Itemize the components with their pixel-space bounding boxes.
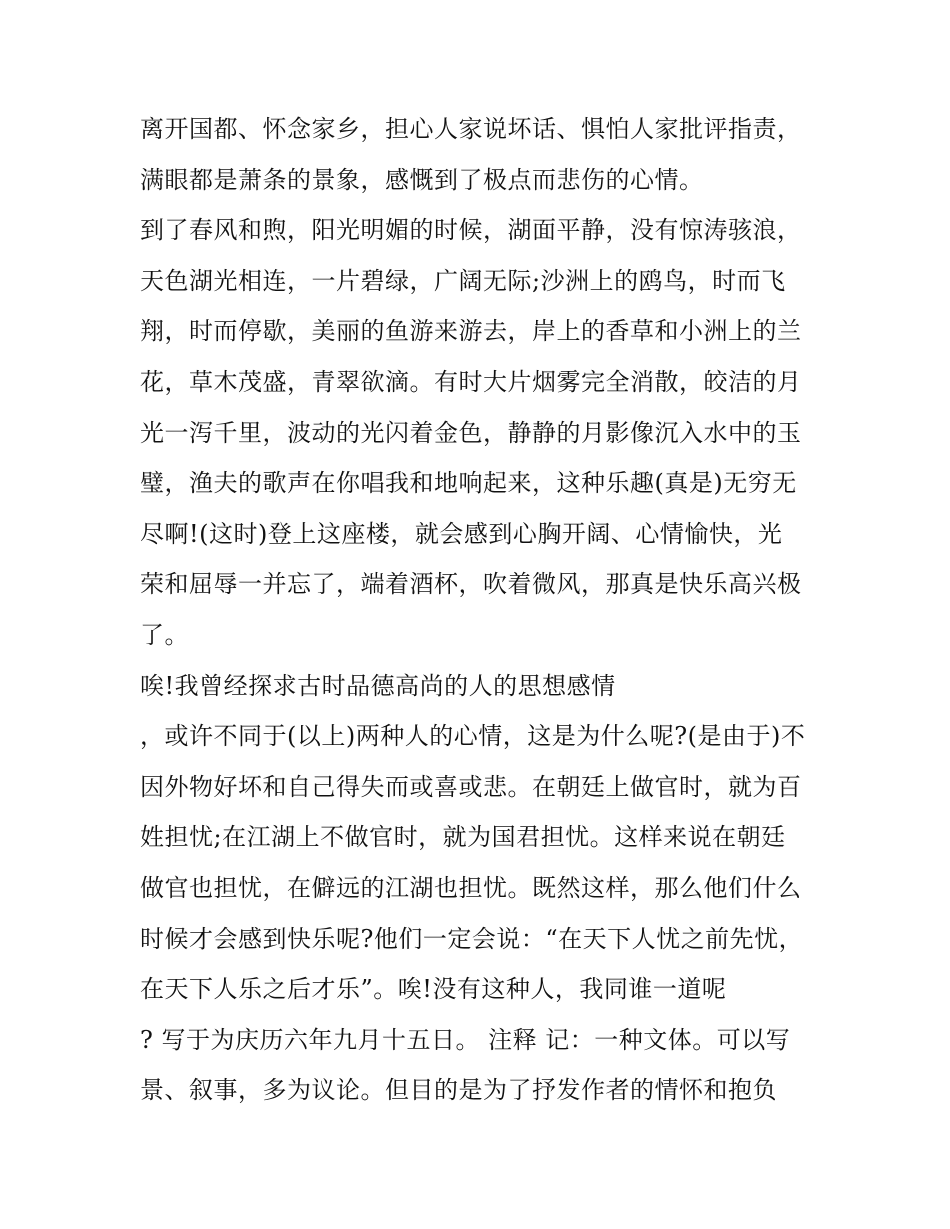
text-line: 荣和屈辱一并忘了，端着酒杯，吹着微风，那真是快乐高兴极	[140, 570, 802, 599]
text-line: 景、叙事，多为议论。但目的是为了抒发作者的情怀和抱负	[140, 1076, 777, 1105]
text-line: 到了春风和煦，阳光明媚的时候，湖面平静，没有惊涛骇浪，	[140, 216, 802, 245]
text-line: 璧，渔夫的歌声在你唱我和地响起来，这种乐趣(真是)无穷无	[140, 469, 797, 498]
text-line: ? 写于为庆历六年九月十五日。 注释 记：一种文体。可以写	[140, 1025, 791, 1054]
text-line: 离开国都、怀念家乡，担心人家说坏话、惧怕人家批评指责，	[140, 115, 802, 143]
text-line: 尽啊!(这时)登上这座楼，就会感到心胸开阔、心情愉快，光	[140, 519, 783, 548]
text-line: 满眼都是萧条的景象，感慨到了极点而悲伤的心情。	[140, 165, 704, 194]
text-line: 姓担忧;在江湖上不做官时，就为国君担忧。这样来说在朝廷	[140, 823, 786, 852]
text-line: 了。	[140, 620, 189, 649]
text-line: 唉!我曾经探求古时品德高尚的人的思想感情	[140, 671, 616, 700]
document-body	[140, 104, 840, 1116]
text-line: 做官也担忧，在僻远的江湖也担忧。既然这样，那么他们什么	[140, 873, 802, 902]
text-line: 时候才会感到快乐呢?他们一定会说：“在天下人忧之前先忧，	[140, 924, 804, 953]
text-line: 光一泻千里，波动的光闪着金色，静静的月影像沉入水中的玉	[140, 418, 802, 447]
text-line: 花，草木茂盛，青翠欲滴。有时大片烟雾完全消散，皎洁的月	[140, 367, 802, 396]
text-line: 在天下人乐之后才乐”。唉!没有这种人，我同谁一道呢	[140, 975, 727, 1004]
text-line: 因外物好坏和自己得失而或喜或悲。在朝廷上做官时，就为百	[140, 772, 802, 801]
text-line: 天色湖光相连，一片碧绿，广阔无际;沙洲上的鸥鸟，时而飞	[140, 266, 786, 295]
text-line: ，或许不同于(以上)两种人的心情，这是为什么呢?(是由于)不	[140, 722, 806, 751]
text-line: 翔，时而停歇，美丽的鱼游来游去，岸上的香草和小洲上的兰	[140, 317, 802, 346]
